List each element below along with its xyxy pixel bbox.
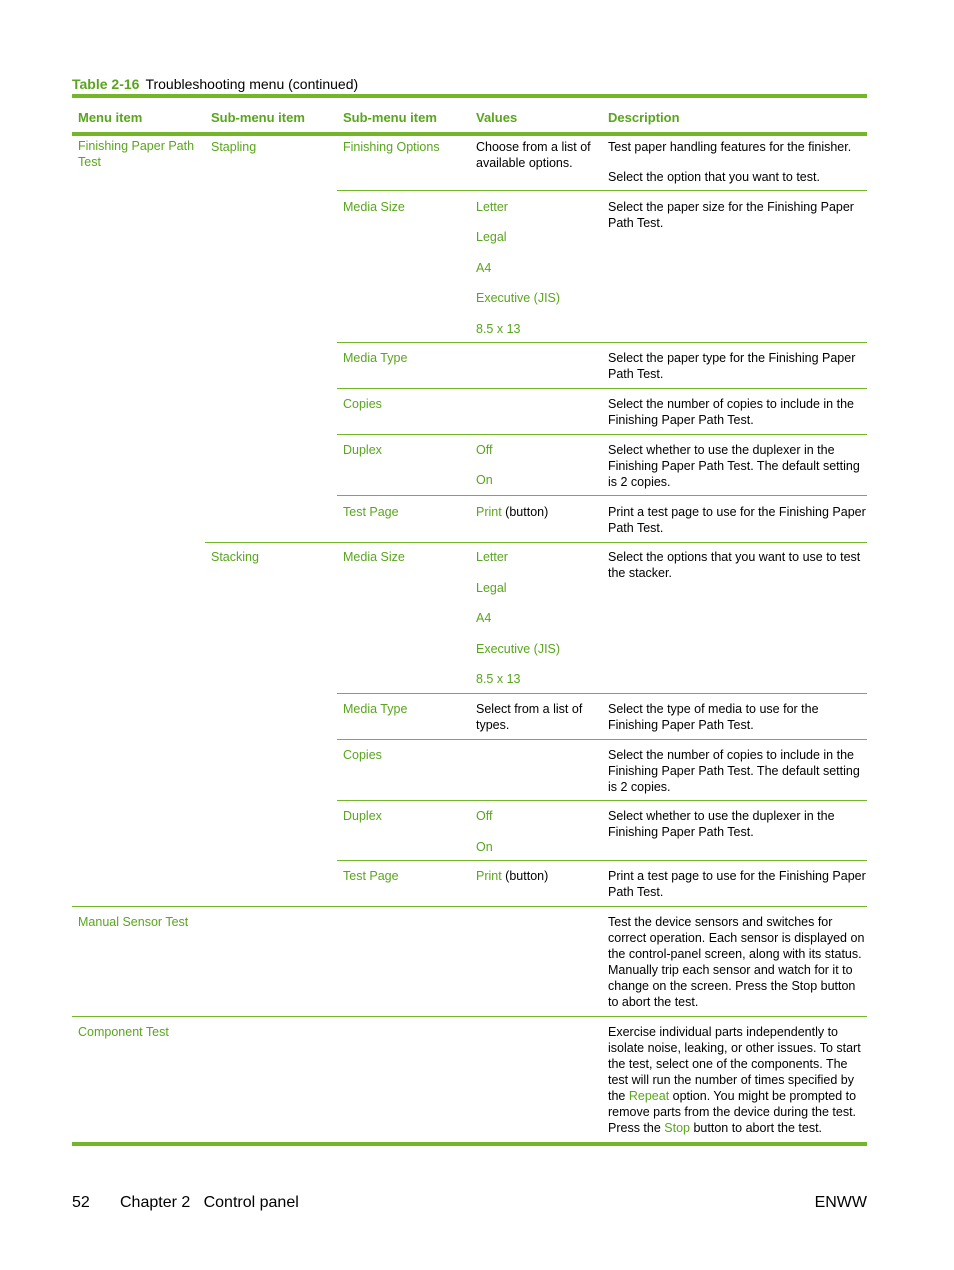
row-divider [337, 800, 867, 801]
desc-finishing-options-2: Select the option that you want to test. [608, 170, 820, 184]
table-body [72, 136, 867, 1142]
value-off: Off [476, 443, 493, 457]
header-menu-item: Menu item [78, 110, 143, 125]
value-letter: Letter [476, 550, 508, 564]
row-divider [205, 542, 867, 543]
value-executive-jis: Executive (JIS) [476, 642, 561, 656]
stop-link: Stop [664, 1121, 690, 1135]
value-8-5x13: 8.5 x 13 [476, 322, 521, 336]
desc-test-page: Print a test page to use for the Finishing Paper Path Test. [608, 505, 866, 535]
chapter-title: Chapter 2 Control panel [120, 1194, 299, 1211]
value-on: On [476, 473, 493, 487]
table-caption [72, 76, 358, 92]
table-header [72, 98, 867, 136]
table-title: Troubleshooting menu (continued) [145, 76, 359, 92]
row-divider [337, 342, 867, 343]
desc-media-type: Select the type of media to use for the Finishing Paper Path Test. [608, 702, 819, 732]
sub-item-media-size: Media Size [343, 550, 405, 564]
row-divider [337, 693, 867, 694]
sub-item-test-page: Test Page [343, 869, 399, 883]
row-divider [72, 906, 867, 907]
sub-item-copies: Copies [343, 748, 382, 762]
troubleshooting-table [72, 94, 867, 1142]
sub-item-media-size: Media Size [343, 200, 405, 214]
value-print-button: Print (button) [476, 505, 549, 519]
sub-menu-stacking: Stacking [211, 550, 259, 564]
row-divider [337, 495, 867, 496]
print-link: Print [476, 505, 502, 519]
row-divider [337, 190, 867, 191]
sub-item-media-type: Media Type [343, 702, 408, 716]
value-legal: Legal [476, 230, 507, 244]
menu-item-component-test: Component Test [78, 1025, 169, 1039]
desc-test-page: Print a test page to use for the Finishing Paper Path Test. [608, 869, 866, 899]
desc-media-size-stacker: Select the options that you want to use to test the stacker. [608, 550, 861, 580]
page-number: 52 [72, 1194, 90, 1211]
desc-copies: Select the number of copies to include in the Finishing Paper Path Test. [608, 397, 854, 427]
menu-item-manual-sensor-test: Manual Sensor Test [78, 915, 189, 929]
header-sub-menu-item-2: Sub-menu item [343, 110, 437, 125]
row-divider [337, 388, 867, 389]
value-on: On [476, 840, 493, 854]
desc-duplex: Select whether to use the duplexer in the Finishing Paper Path Test. The default setting is 2 copies. [608, 443, 860, 489]
sub-menu-stapling: Stapling [211, 140, 257, 154]
value-executive-jis: Executive (JIS) [476, 291, 561, 305]
value-media-type-list: Select from a list of types. [476, 702, 583, 732]
desc-media-type: Select the paper type for the Finishing Paper Path Test. [608, 351, 856, 381]
desc-finishing-options-1: Test paper handling features for the finisher. [608, 140, 852, 154]
desc-component-test: Exercise individual parts independently to isolate noise, leaking, or other issues. To start the test, select one of the components. The test will run the number of times specified by the Repeat option. You might be prompted to remove parts from the device during the test. Press the Stop button to abort the test. [608, 1025, 861, 1135]
header-description: Description [608, 110, 680, 125]
row-divider [337, 434, 867, 435]
header-sub-menu-item: Sub-menu item [211, 110, 305, 125]
sub-item-duplex: Duplex [343, 809, 382, 823]
footer-enww: ENWW [814, 1194, 867, 1211]
desc-copies: Select the number of copies to include in the Finishing Paper Path Test. The default setting is 2 copies. [608, 748, 860, 794]
menu-item-finishing-paper-path-test: Finishing Paper Path Test [78, 139, 195, 169]
value-finishing-options: Choose from a list of available options. [476, 140, 591, 170]
header-values: Values [476, 110, 518, 125]
row-divider [337, 860, 867, 861]
value-letter: Letter [476, 200, 508, 214]
desc-manual-sensor-test: Test the device sensors and switches for correct operation. Each sensor is displayed on the control-panel screen, along with its status. Manually trip each sensor and watch for it to change on the screen. Press the Stop button to abort the test. [608, 915, 865, 1009]
sub-item-media-type: Media Type [343, 351, 408, 365]
print-link: Print [476, 869, 502, 883]
desc-media-size: Select the paper size for the Finishing Paper Path Test. [608, 200, 854, 230]
value-off: Off [476, 809, 493, 823]
value-8-5x13: 8.5 x 13 [476, 672, 521, 686]
sub-item-duplex: Duplex [343, 443, 382, 457]
desc-duplex: Select whether to use the duplexer in the Finishing Paper Path Test. [608, 809, 835, 839]
row-divider [337, 739, 867, 740]
repeat-link: Repeat [628, 1089, 670, 1103]
row-divider [72, 1016, 867, 1017]
sub-item-copies: Copies [343, 397, 382, 411]
value-a4: A4 [476, 611, 492, 625]
value-a4: A4 [476, 261, 492, 275]
table-number: Table 2-16 [72, 76, 140, 92]
value-print-button: Print (button) [476, 869, 549, 883]
value-legal: Legal [476, 581, 507, 595]
sub-item-test-page: Test Page [343, 505, 399, 519]
sub-item-finishing-options: Finishing Options [343, 140, 440, 154]
table-bottom-rule [72, 1142, 867, 1146]
